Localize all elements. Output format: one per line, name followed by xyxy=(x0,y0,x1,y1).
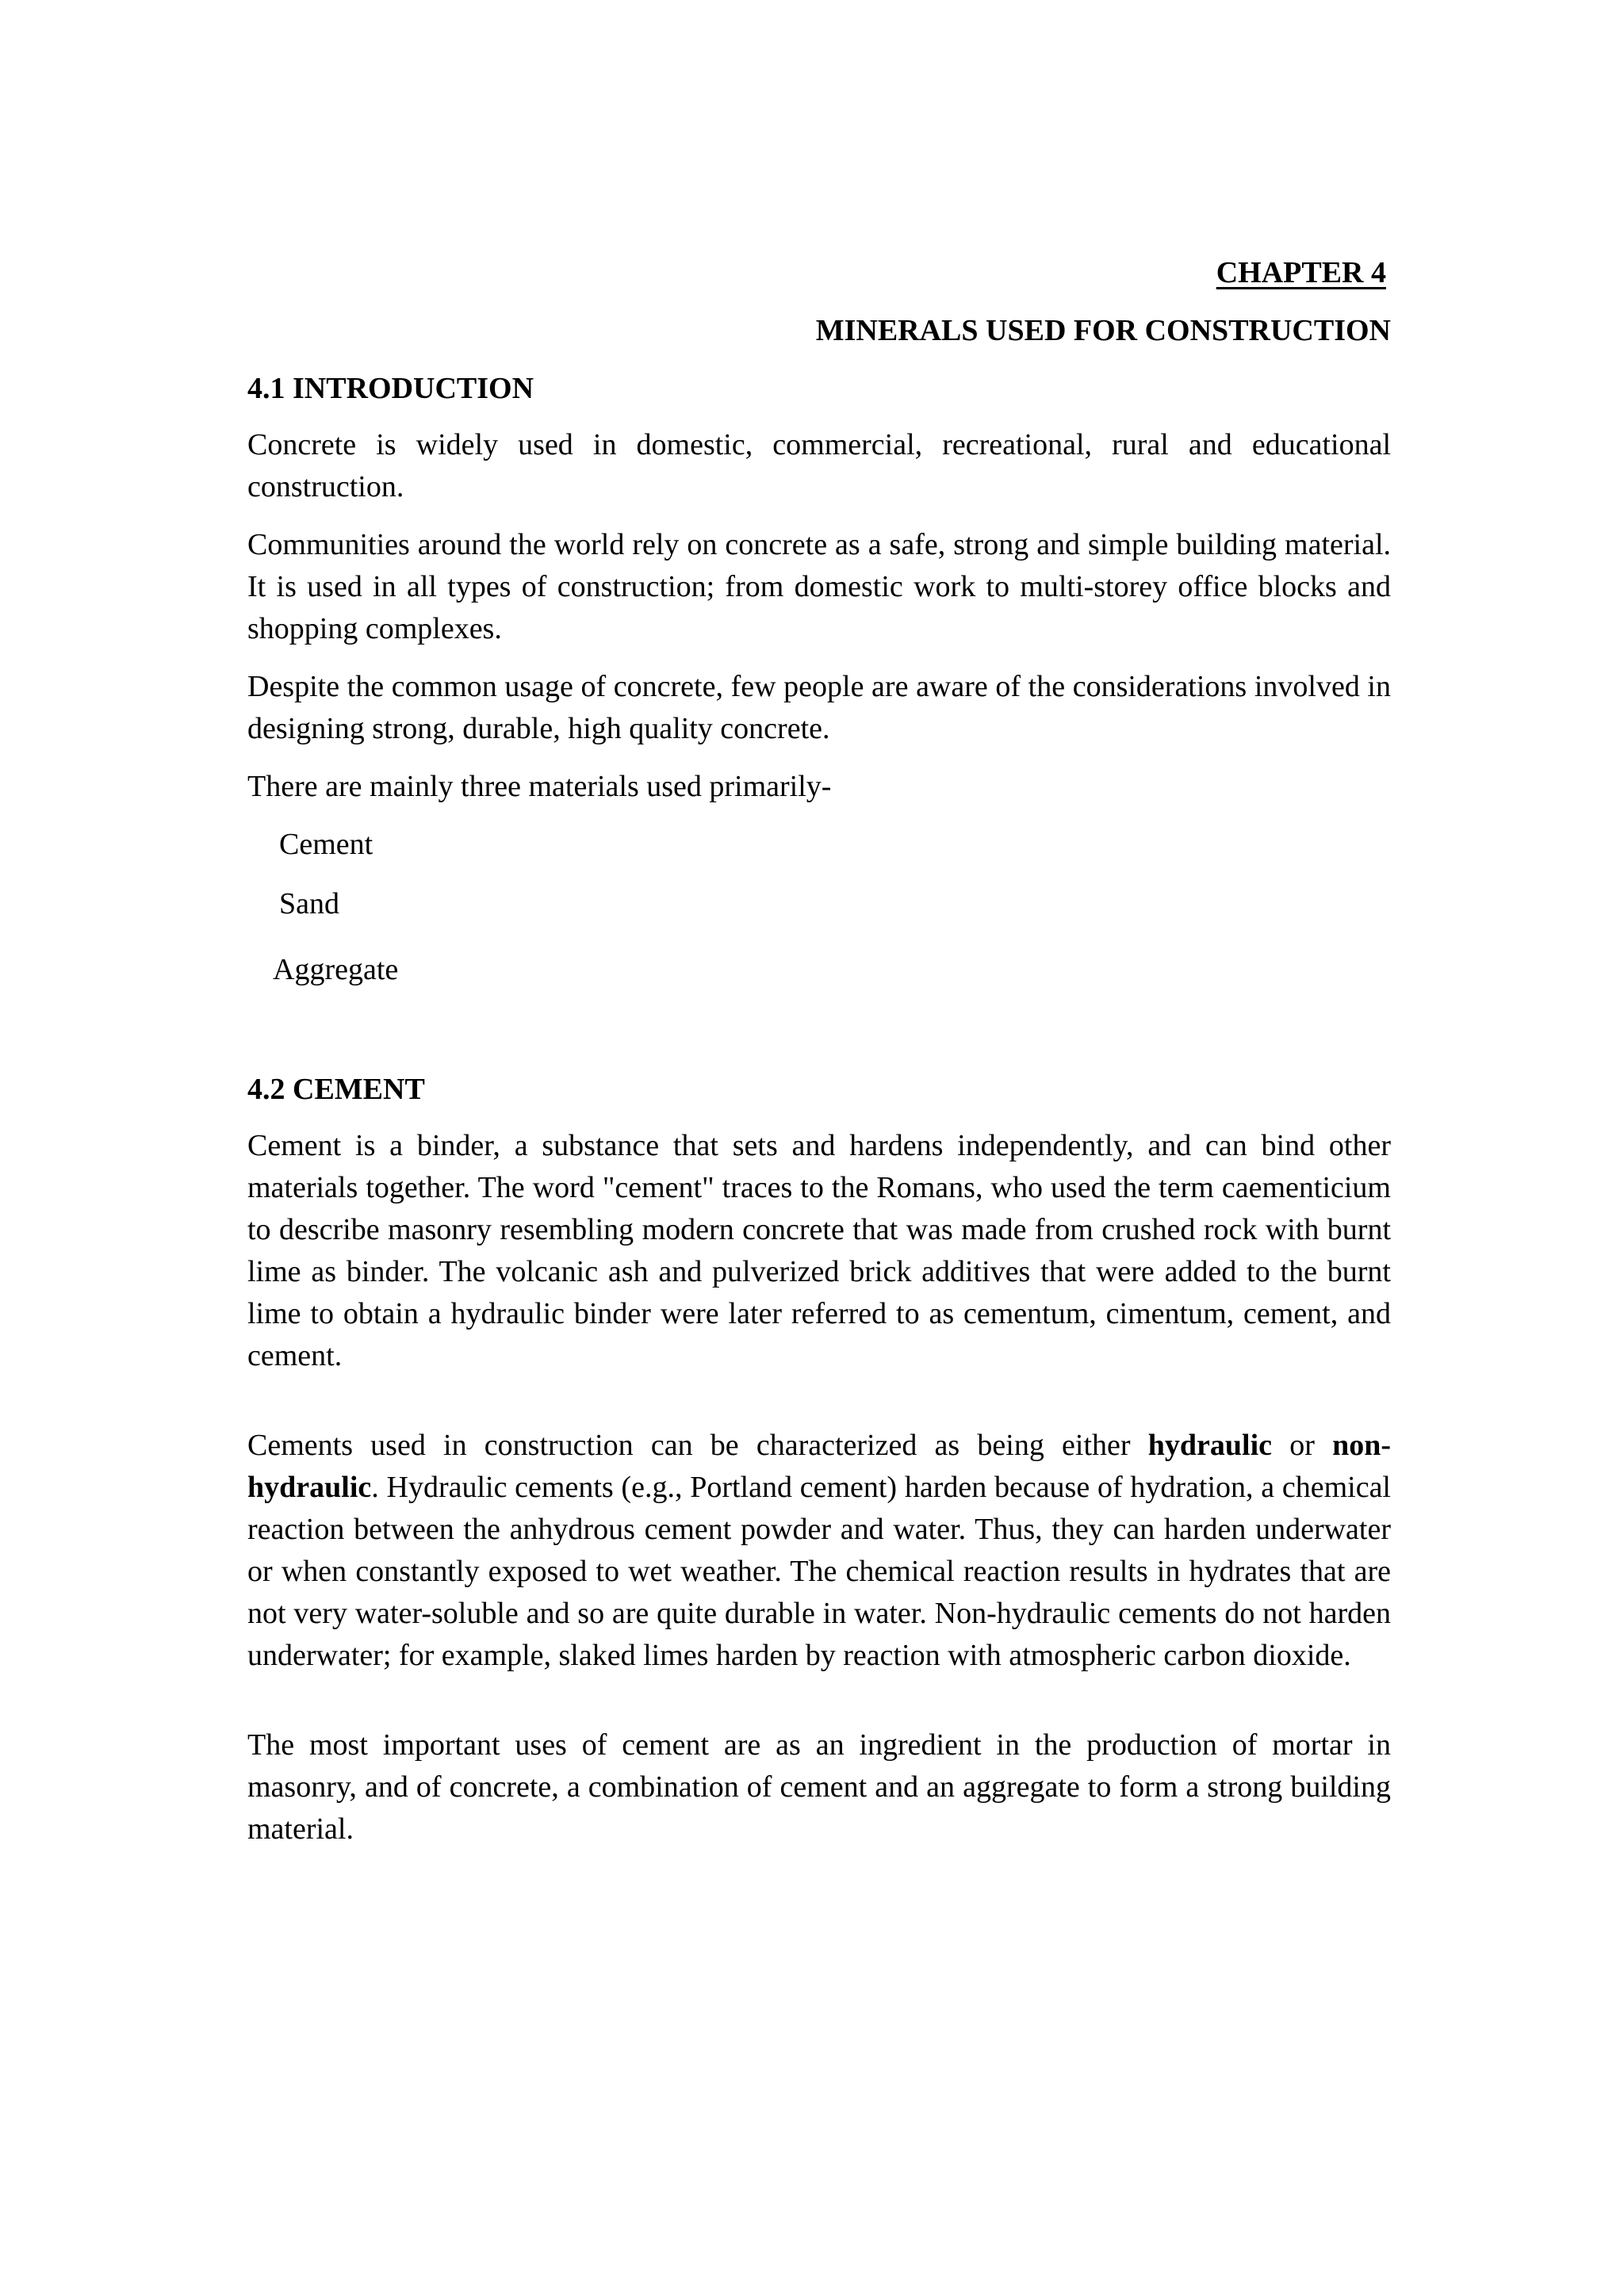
intro-paragraph-4: There are mainly three materials used primarily- xyxy=(247,770,832,803)
cement-paragraph-1: Cement is a binder, a substance that sets and hardens independently, and can bind other materials together. The word "cement" traces to the Romans, who used the term caementicium to describe masonry resembling modern concrete that was made from crushed rock with burnt lime as binder. The volcanic ash and pulverized brick additives that were added to the burnt lime to obtain a hydraulic binder were later referred to as cementum, cimentum, cement, and cement. xyxy=(247,1129,1391,1372)
cement-paragraph-2 xyxy=(247,1425,1391,1677)
material-item-sand: Sand xyxy=(279,887,339,920)
section-heading-introduction: 4.1 INTRODUCTION xyxy=(247,372,534,405)
cement-paragraph-3: The most important uses of cement are as an ingredient in the production of mortar in masonry, and of concrete, a combination of cement and an aggregate to form a strong building material. xyxy=(247,1728,1391,1846)
term-non-hydraulic: non- hydraulic xyxy=(247,1429,1392,1504)
chapter-title: MINERALS USED FOR CONSTRUCTION xyxy=(815,314,1391,347)
cement-paragraph-2-part-3: . Hydraulic cements (e.g., Portland cement) harden because of hydration, a chemical reaction between the anhydrous cement powder and water. Thus, they can harden underwater or when constantly exposed to wet weather. The chemical reaction results in hydrates that are not very water-soluble and so are quite durable in water. Non-hydraulic cements do not harden underwater; for example, slaked limes harden by reaction with atmospheric carbon dioxide. xyxy=(247,1471,1391,1672)
intro-paragraph-3: Despite the common usage of concrete, few people are aware of the considerations involved in designing strong, durable, high quality concrete. xyxy=(247,670,1391,745)
intro-paragraph-1: Concrete is widely used in domestic, commercial, recreational, rural and educational construction. xyxy=(247,428,1391,503)
materials-list xyxy=(247,824,1391,991)
intro-paragraph-2: Communities around the world rely on concrete as a safe, strong and simple building material. It is used in all types of construction; from domestic work to multi-storey office blocks and shopping complexes. xyxy=(247,528,1391,645)
document-page xyxy=(247,252,1391,1850)
term-hydraulic: hydraulic xyxy=(1147,1429,1273,1462)
section-heading-cement: 4.2 CEMENT xyxy=(247,1073,425,1106)
cement-paragraph-2-part-1: Cements used in construction can be characterized as being either xyxy=(247,1429,1148,1462)
cement-paragraph-2-part-2: or xyxy=(1272,1429,1333,1462)
material-item-aggregate: Aggregate xyxy=(273,953,399,986)
material-item-cement: Cement xyxy=(279,828,373,861)
chapter-label: CHAPTER 4 xyxy=(1216,256,1386,289)
